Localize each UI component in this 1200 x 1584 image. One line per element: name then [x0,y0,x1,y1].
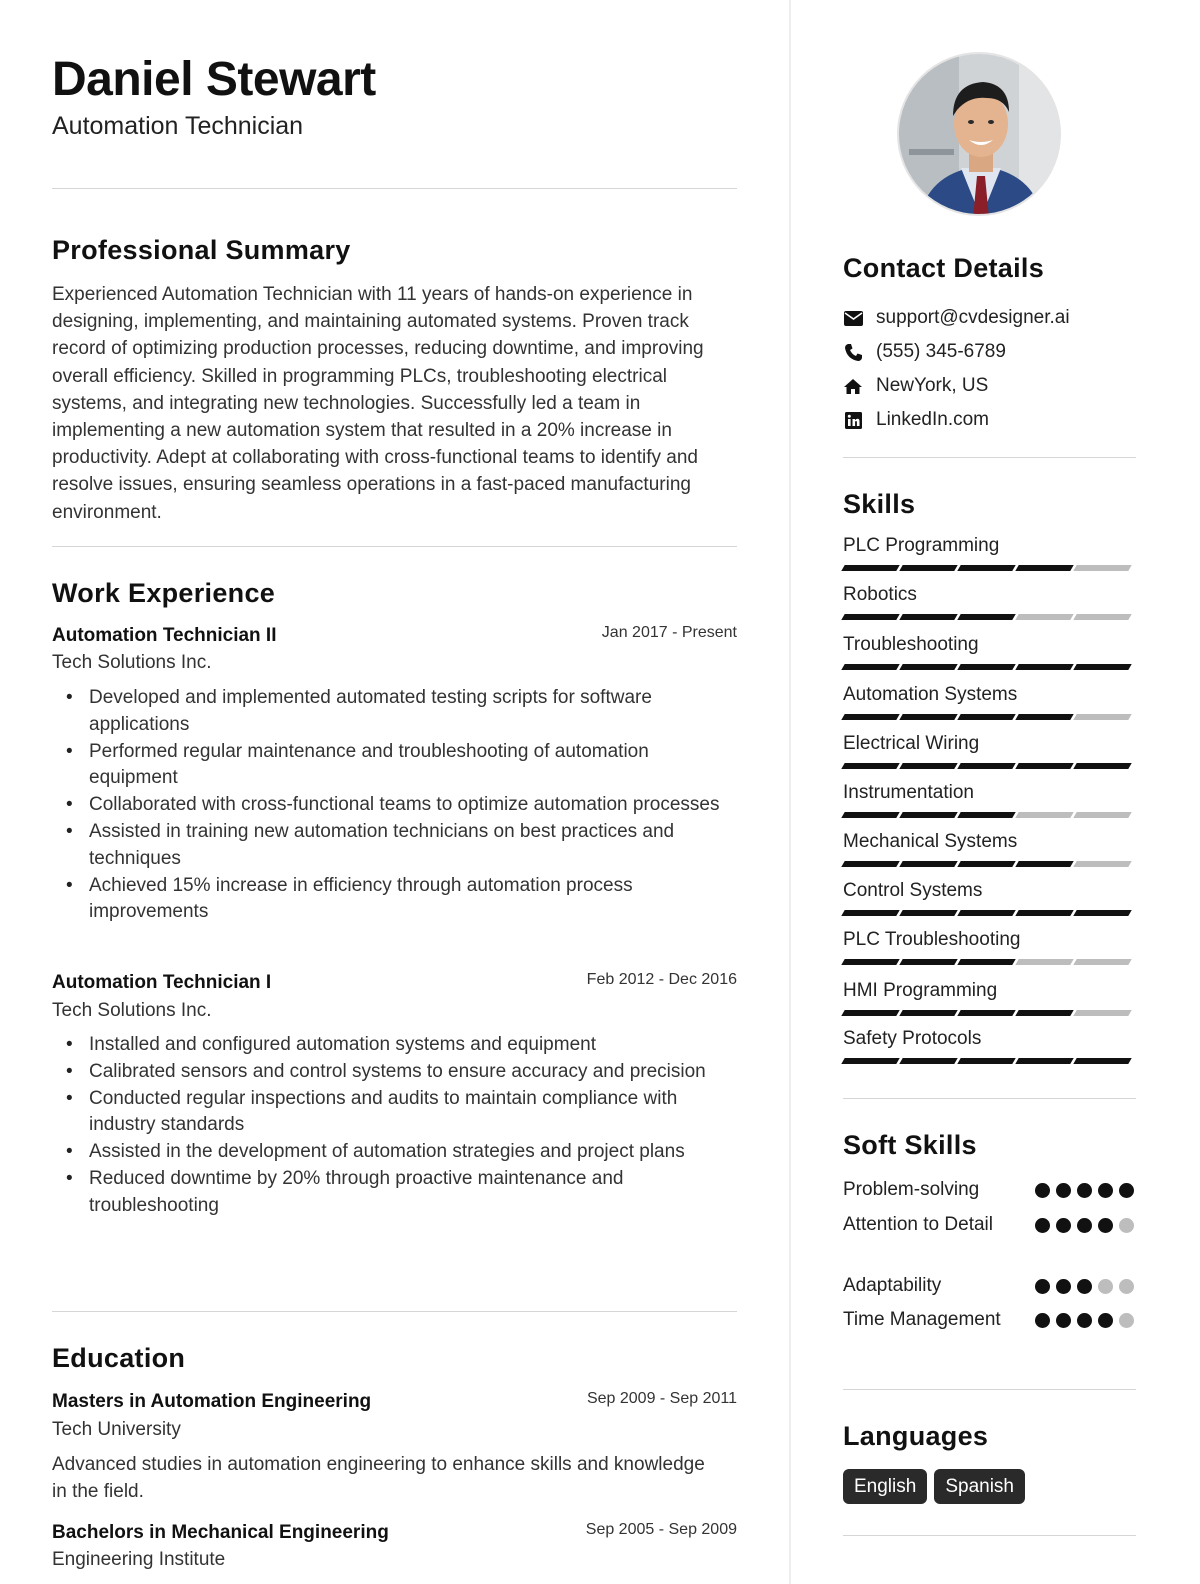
skill-rating-segment [1015,763,1073,769]
soft-skill-label: Time Management [843,1309,1001,1330]
education-degree: Masters in Automation Engineering [52,1391,372,1412]
skill-item [843,980,1136,1004]
skill-rating-bar [843,812,1130,818]
skill-rating-segment [1073,812,1131,818]
soft-skill-label: Attention to Detail [843,1214,993,1235]
summary-heading: Professional Summary [52,235,351,265]
skill-item [843,831,1136,855]
skill-rating-segment [1073,664,1131,670]
job-bullets [89,685,739,926]
skill-label: PLC Programming [843,535,1000,556]
rating-dot [1119,1313,1134,1328]
experience-heading: Work Experience [52,578,276,608]
linkedin-icon [843,410,863,430]
skill-label: Safety Protocols [843,1028,982,1049]
rating-dot [1098,1183,1113,1198]
skill-rating-segment [957,714,1015,720]
skill-rating-bar [843,910,1130,916]
skill-rating-segment [1015,1010,1073,1016]
skill-rating-segment [1073,1010,1131,1016]
skill-rating-segment [1073,1058,1131,1064]
skill-rating-segment [957,763,1015,769]
list-item: • Achieved 15% increase in efficiency through automation process improvements [89,873,739,927]
candidate-name: Daniel Stewart [52,53,376,106]
skill-rating-segment [957,861,1015,867]
education-date: Sep 2009 - Sep 2011 [586,1390,737,1407]
skill-rating-segment [957,1058,1015,1064]
rating-dot [1035,1218,1050,1233]
profile-photo-illustration [899,54,1061,216]
skill-rating-segment [841,910,899,916]
skill-rating-segment [957,959,1015,965]
skill-rating-segment [1073,614,1131,620]
skill-rating-segment [1073,763,1131,769]
phone-icon [843,342,863,362]
list-item: • Conducted regular inspections and audits to maintain compliance with industry standards [89,1086,739,1140]
experience-divider [52,1311,737,1312]
skill-label: Electrical Wiring [843,733,980,754]
rating-dot [1119,1218,1134,1233]
soft-skill-rating [1035,1218,1134,1233]
rating-dot [1077,1218,1092,1233]
rating-dot [1035,1279,1050,1294]
soft-skill-label: Adaptability [843,1275,942,1296]
skill-rating-segment [1015,664,1073,670]
rating-dot [1056,1183,1071,1198]
skill-rating-segment [841,614,899,620]
contact-email-text: support@cvdesigner.ai [876,307,1070,328]
skill-item [843,929,1136,953]
skill-rating-segment [1015,565,1073,571]
skill-rating-segment [1015,714,1073,720]
skill-rating-segment [899,1058,957,1064]
skill-rating-segment [841,812,899,818]
skill-item [843,584,1136,608]
education-heading: Education [52,1343,186,1373]
skill-label: Instrumentation [843,782,974,803]
candidate-title: Automation Technician [52,112,304,140]
skill-rating-bar [843,1058,1130,1064]
skill-rating-segment [899,664,957,670]
skill-rating-segment [1073,861,1131,867]
contact-linkedin-text: LinkedIn.com [876,409,990,430]
rating-dot [1098,1279,1113,1294]
skill-rating-segment [899,565,957,571]
education-school: Tech University [52,1419,181,1440]
skill-rating-segment [899,812,957,818]
rating-dot [1035,1183,1050,1198]
skill-rating-bar [843,861,1130,867]
job-title: Automation Technician I [52,972,272,993]
job-bullets [89,1032,739,1220]
skill-rating-segment [899,1010,957,1016]
skill-rating-segment [957,565,1015,571]
skill-rating-segment [1015,614,1073,620]
education-school: Engineering Institute [52,1549,226,1570]
skill-rating-segment [899,861,957,867]
education-date: Sep 2005 - Sep 2009 [585,1521,737,1538]
contact-heading: Contact Details [843,253,1045,283]
job-title: Automation Technician II [52,625,277,646]
skill-rating-segment [957,910,1015,916]
soft-skill-label: Problem-solving [843,1179,980,1200]
skill-rating-segment [1015,1058,1073,1064]
skill-rating-segment [899,614,957,620]
rating-dot [1098,1313,1113,1328]
contact-email[interactable] [843,306,1070,330]
skill-item [843,782,1136,806]
list-item: • Calibrated sensors and control systems to ensure accuracy and precision [89,1059,739,1086]
skill-rating-segment [1015,812,1073,818]
header-divider [52,188,737,189]
language-badge: English [843,1469,927,1504]
summary-divider [52,546,737,547]
skill-rating-segment [957,1010,1015,1016]
column-divider [789,0,791,1584]
list-item: • Collaborated with cross-functional teams to optimize automation processes [89,792,739,819]
skill-rating-segment [1015,910,1073,916]
skill-rating-segment [841,714,899,720]
skill-rating-segment [899,959,957,965]
skill-rating-segment [899,910,957,916]
contact-divider [843,457,1136,458]
contact-phone[interactable] [843,340,1006,364]
home-icon [843,376,863,396]
contact-phone-text: (555) 345-6789 [876,341,1006,362]
rating-dot [1035,1313,1050,1328]
skill-item [843,684,1136,708]
skill-item [843,535,1136,559]
language-badge: Spanish [934,1469,1025,1504]
rating-dot [1077,1279,1092,1294]
skills-divider [843,1098,1136,1099]
skill-rating-segment [899,714,957,720]
skill-label: Mechanical Systems [843,831,1018,852]
skill-label: PLC Troubleshooting [843,929,1021,950]
job-company: Tech Solutions Inc. [52,652,212,673]
education-degree: Bachelors in Mechanical Engineering [52,1522,389,1543]
skill-rating-bar [843,763,1130,769]
rating-dot [1119,1279,1134,1294]
soft-skills-divider [843,1389,1136,1390]
skill-rating-segment [1073,714,1131,720]
skill-label: Automation Systems [843,684,1018,705]
skill-item [843,1028,1136,1052]
skill-rating-segment [841,565,899,571]
skill-rating-bar [843,614,1130,620]
skill-item [843,733,1136,757]
rating-dot [1098,1218,1113,1233]
skill-rating-segment [899,763,957,769]
skill-rating-segment [841,861,899,867]
skill-rating-bar [843,714,1130,720]
rating-dot [1077,1183,1092,1198]
skill-rating-segment [841,1058,899,1064]
envelope-icon [843,308,863,328]
skill-rating-segment [841,1010,899,1016]
skill-rating-segment [841,959,899,965]
profile-photo [897,52,1061,216]
language-badges [843,1469,1025,1504]
rating-dot [1056,1313,1071,1328]
skill-label: Troubleshooting [843,634,979,655]
skill-rating-segment [1073,565,1131,571]
education-description: Advanced studies in automation engineering to enhance skills and knowledge in the field. [52,1454,705,1502]
job-company: Tech Solutions Inc. [52,1000,212,1021]
skill-rating-segment [1073,910,1131,916]
skill-label: HMI Programming [843,980,998,1001]
skill-rating-bar [843,1010,1130,1016]
soft-skills-heading: Soft Skills [843,1130,977,1160]
rating-dot [1119,1183,1134,1198]
summary-text: Experienced Automation Technician with 11 years of hands-on experience in designing, implementing, and maintaining automated systems. Proven track record of optimizing production processes, reducing downtime, and improving overall efficiency. Skilled in programming PLCs, troubleshooting electrical systems, and integrating new technologies. Successfully led a team in implementing a new automation system that resulted in a 20% increase in productivity. Adept at collaborating with cross-functional teams to identify and resolve issues, ensuring seamless operations in a fast-paced manufacturing environment. [52,284,704,523]
list-item: • Developed and implemented automated testing scripts for software applications [89,685,739,739]
skill-item [843,880,1136,904]
languages-heading: Languages [843,1421,989,1451]
list-item: • Assisted in the development of automation strategies and project plans [89,1139,739,1166]
languages-divider [843,1535,1136,1536]
list-item: • Assisted in training new automation technicians on best practices and techniques [89,819,739,873]
job-date: Feb 2012 - Dec 2016 [586,971,737,988]
skill-rating-bar [843,959,1130,965]
skill-rating-segment [957,614,1015,620]
skill-rating-segment [841,763,899,769]
soft-skill-rating [1035,1279,1134,1294]
soft-skill-rating [1035,1313,1134,1328]
skill-rating-segment [1073,959,1131,965]
skill-rating-segment [1015,959,1073,965]
list-item: • Installed and configured automation systems and equipment [89,1032,739,1059]
skill-rating-bar [843,565,1130,571]
rating-dot [1077,1313,1092,1328]
rating-dot [1056,1218,1071,1233]
contact-linkedin[interactable] [843,408,989,432]
skill-rating-segment [957,812,1015,818]
skill-rating-segment [957,664,1015,670]
contact-location [843,374,988,398]
list-item: • Performed regular maintenance and troubleshooting of automation equipment [89,739,739,793]
soft-skill-rating [1035,1183,1134,1198]
list-item: • Reduced downtime by 20% through proactive maintenance and troubleshooting [89,1166,739,1220]
rating-dot [1056,1279,1071,1294]
skills-heading: Skills [843,489,916,519]
contact-location-text: NewYork, US [876,375,989,396]
skill-label: Robotics [843,584,917,605]
skill-rating-segment [841,664,899,670]
skill-label: Control Systems [843,880,983,901]
skill-rating-bar [843,664,1130,670]
job-date: Jan 2017 - Present [601,624,737,641]
skill-rating-segment [1015,861,1073,867]
skill-item [843,634,1136,658]
